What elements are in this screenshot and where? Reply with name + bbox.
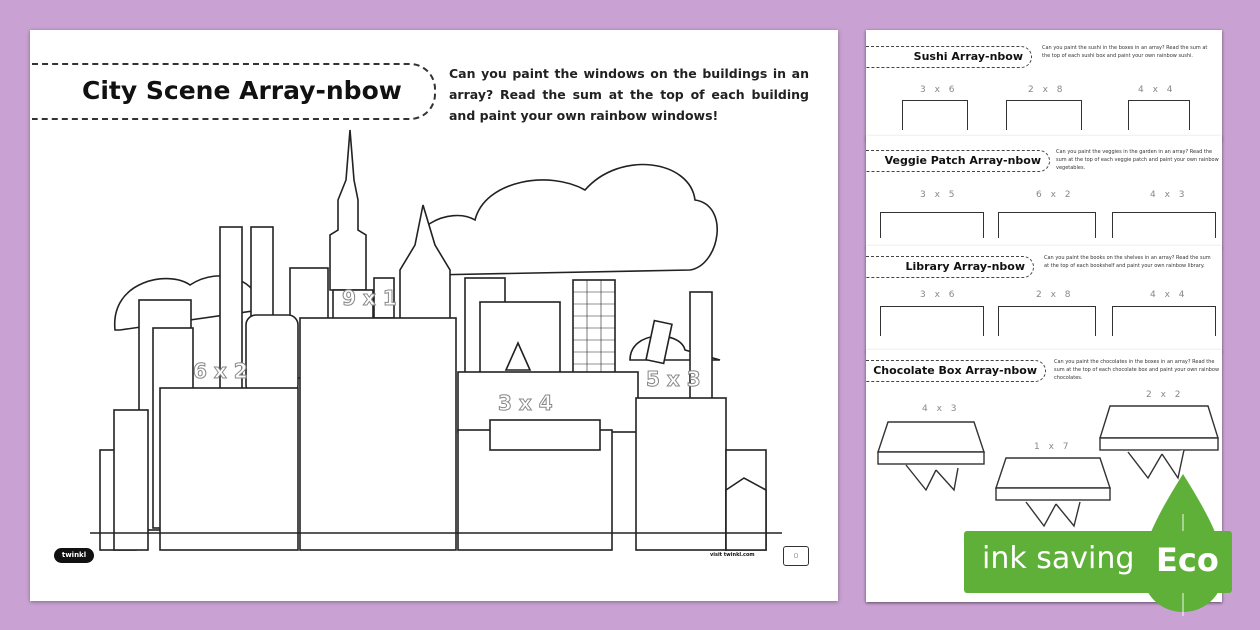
sum-label: 4 x 3 [1150,190,1188,200]
sum-label: 2 x 8 [1036,290,1074,300]
sushi-box [1006,100,1082,130]
veggie-patch [1112,212,1216,238]
eco-label: Eco [1156,541,1219,579]
veggie-sheet [866,136,1222,248]
twinkl-logo: twinkl [54,548,94,563]
sum-label: 3 x 4 [498,391,553,415]
sum-label: 6 x 2 [1036,190,1074,200]
sum-label: 2 x 2 [1146,390,1184,400]
sushi-box [1128,100,1190,130]
sheet-description: Can you paint the sushi in the boxes in an array? Read the sum at the top of each sushi box and paint your own rainbow sushi. [1042,45,1208,59]
ink-saving-label: ink saving [982,541,1135,576]
sum-label: 5 x 3 [646,367,701,391]
spire-tower [330,130,366,290]
sheet-description: Can you paint the books on the shelves in an array? Read the sum at the top of each bookshelf and paint your own rainbow library. [1044,255,1211,269]
sum-label: 2 x 8 [1028,85,1066,95]
sheet-title: Chocolate Box Array-nbow [866,360,1046,382]
sushi-box [902,100,968,130]
ribbon [1026,502,1080,526]
sum-label: 6 x 2 [193,359,248,383]
sum-label: 9 x 1 [342,286,397,310]
bookshelf [880,306,984,336]
veggie-patch [998,212,1096,238]
city-illustration [30,30,838,601]
sheet-title: Veggie Patch Array-nbow [866,150,1050,172]
bookshelf [998,306,1096,336]
dome-building [490,420,600,450]
chocolate-box [1100,438,1218,450]
sum-label: 4 x 4 [1138,85,1176,95]
ink-saving-badge [964,531,1232,593]
chocolate-box [996,458,1110,488]
sum-label: 4 x 3 [922,404,960,414]
sushi-sheet [866,30,1222,140]
sum-label: 3 x 6 [920,85,958,95]
building [636,398,726,550]
round-building [246,315,298,395]
sheet-title: Library Array-nbow [866,256,1034,278]
building [114,410,148,550]
footer-url: visit twinkl.com [710,552,755,558]
sheet-description: Can you paint the veggies in the garden in an array? Read the sum at the top of each veggie patch and paint your own rainbow vegetables. [1056,149,1219,171]
sum-label: 3 x 5 [920,190,958,200]
sum-label: 1 x 7 [1034,442,1072,452]
sheet-title: Sushi Array-nbow [866,46,1032,68]
worksheet-instructions: Can you paint the windows on the buildings in an array? Read the sum at the top of each building and paint your own rainbow windows! [449,66,809,123]
cloud [415,165,717,275]
chocolate-box [996,488,1110,500]
city-scene-worksheet [30,30,838,601]
sum-label: 4 x 4 [1150,290,1188,300]
building [160,388,298,550]
chocolate-box [1100,406,1218,438]
building [726,478,766,550]
ribbon [906,465,958,490]
building [300,318,456,550]
bookshelf [1112,306,1216,336]
chocolate-box [878,452,984,464]
library-sheet [866,246,1222,352]
veggie-patch [880,212,984,238]
worksheet-title: City Scene Array-nbow [82,76,402,105]
sheet-description: Can you paint the chocolates in the boxes in an array? Read the sum at the top of each chocolate box and paint your own rainbow chocolates. [1054,359,1220,381]
sum-label: 3 x 6 [920,290,958,300]
chocolate-box [878,422,984,452]
footer-logo: ▢ [783,546,809,566]
